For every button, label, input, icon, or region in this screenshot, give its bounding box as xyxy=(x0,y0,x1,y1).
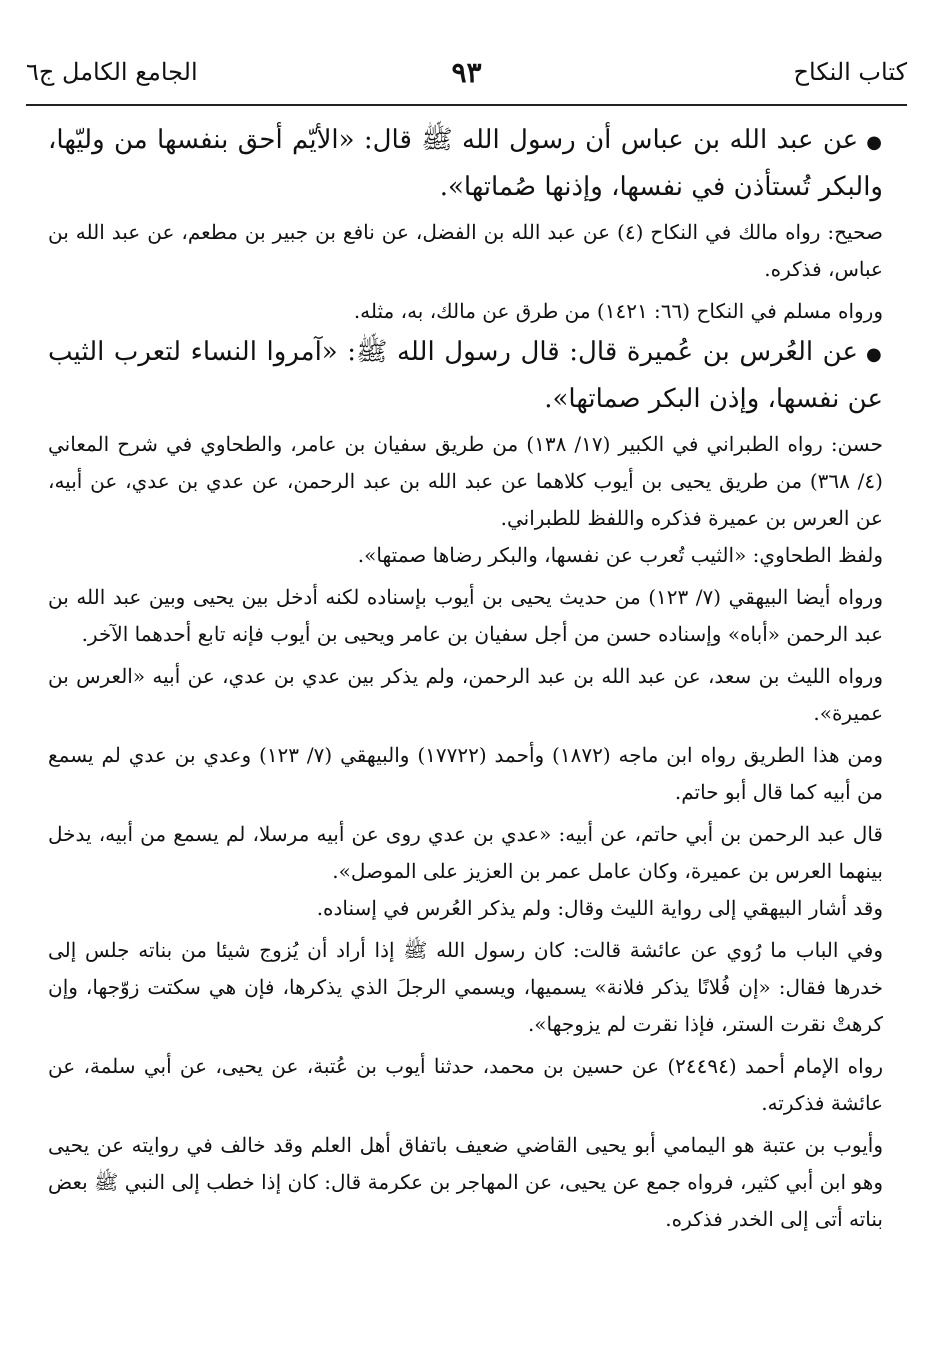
page-header xyxy=(26,50,907,100)
header-divider xyxy=(26,104,907,106)
book-title: الجامع الكامل ج٦ xyxy=(26,58,198,86)
hadith-text: عن العُرس بن عُميرة قال: قال رسول الله ﷺ: «آمروا النساء لتعرب الثيب عن نفسها، وإذن البكر صماتها». xyxy=(48,337,883,414)
chapter-title: كتاب النكاح xyxy=(793,58,907,86)
hadith-text: عن عبد الله بن عباس أن رسول الله ﷺ قال: «الأيّم أحق بنفسها من وليّها، والبكر تُستأذن في نفسها، وإذنها صُماتها». xyxy=(48,125,883,202)
page-number: ٩٣ xyxy=(451,56,482,89)
commentary-paragraph: ورواه أيضا البيهقي (٧/ ١٢٣) من حديث يحيى بن أيوب بإسناده لكنه أدخل بين يحيى وبين عبد الله بن عبد الرحمن «أباه» وإسناده حسن من أجل سفيان بن عامر ويحيى بن أيوب فإنه تابع أحدهما الآخر. xyxy=(48,585,883,646)
commentary-paragraph: ورواه الليث بن سعد، عن عبد الله بن عبد الرحمن، ولم يذكر بين عدي بن عدي، عن أبيه «العرس بن عميرة». xyxy=(48,664,883,725)
hadith-paragraph xyxy=(48,118,883,209)
commentary-paragraph: وأيوب بن عتبة هو اليمامي أبو يحيى القاضي ضعيف باتفاق أهل العلم وقد خالف في روايته عن يحيى وهو ابن أبي كثير، فرواه جمع عن يحيى، عن المهاجر بن عكرمة قال: كان إذا خطب إلى النبي ﷺ بعض بناته أتى إلى الخدر فذكره. xyxy=(48,1133,883,1231)
commentary-paragraph: صحيح: رواه مالك في النكاح (٤) عن عبد الله بن الفضل، عن نافع بن جبير بن مطعم، عن عبد الله بن عباس، فذكره. xyxy=(48,220,883,281)
commentary-paragraph: ورواه مسلم في النكاح (٦٦: ١٤٢١) من طرق عن مالك، به، مثله. xyxy=(353,299,883,323)
hadith-paragraph xyxy=(48,330,883,421)
commentary-paragraph: وفي الباب ما رُوي عن عائشة قالت: كان رسول الله ﷺ إذا أراد أن يُزوج شيئا من بناته جلس إلى خدرها فقال: «إن فُلانًا يذكر فلانة» يسميها، ويسمي الرجلَ الذي يذكرها، فإن هي سكتت زوّجها، وإن كرهتْ نقرت الستر، فإذا نقرت لم يزوجها». xyxy=(48,938,883,1036)
commentary-paragraph: قال عبد الرحمن بن أبي حاتم، عن أبيه: «عدي بن عدي روى عن أبيه مرسلا، لم يسمع من أبيه، يدخل بينهما العرس بن عميرة، وكان عامل عمر بن العزيز على الموصل». xyxy=(48,822,883,883)
commentary-paragraph: رواه الإمام أحمد (٢٤٤٩٤) عن حسين بن محمد، حدثنا أيوب بن عُتبة، عن يحيى، عن أبي سلمة، عن عائشة فذكرته. xyxy=(48,1054,883,1115)
commentary-paragraph: حسن: رواه الطبراني في الكبير (١٧/ ١٣٨) من طريق سفيان بن عامر، والطحاوي في شرح المعاني (٤/ ٣٦٨) من طريق يحيى بن أيوب كلاهما عن عبد الله بن عبد الرحمن، عن عدي بن عدي، عن أبيه، عن العرس بن عميرة فذكره واللفظ للطبراني. xyxy=(48,432,883,530)
bullet-icon: ● xyxy=(866,132,883,153)
bullet-icon: ● xyxy=(865,344,883,365)
commentary-paragraph: ومن هذا الطريق رواه ابن ماجه (١٨٧٢) وأحمد (١٧٧٢٢) والبيهقي (٧/ ١٢٣) وعدي بن عدي لم يسمع من أبيه كما قال أبو حاتم. xyxy=(48,743,883,804)
page-body xyxy=(48,118,883,1238)
commentary-paragraph: ولفظ الطحاوي: «الثيب تُعرب عن نفسها، والبكر رضاها صمتها». xyxy=(357,543,883,567)
commentary-paragraph: وقد أشار البيهقي إلى رواية الليث وقال: ولم يذكر العُرس في إسناده. xyxy=(316,896,883,920)
